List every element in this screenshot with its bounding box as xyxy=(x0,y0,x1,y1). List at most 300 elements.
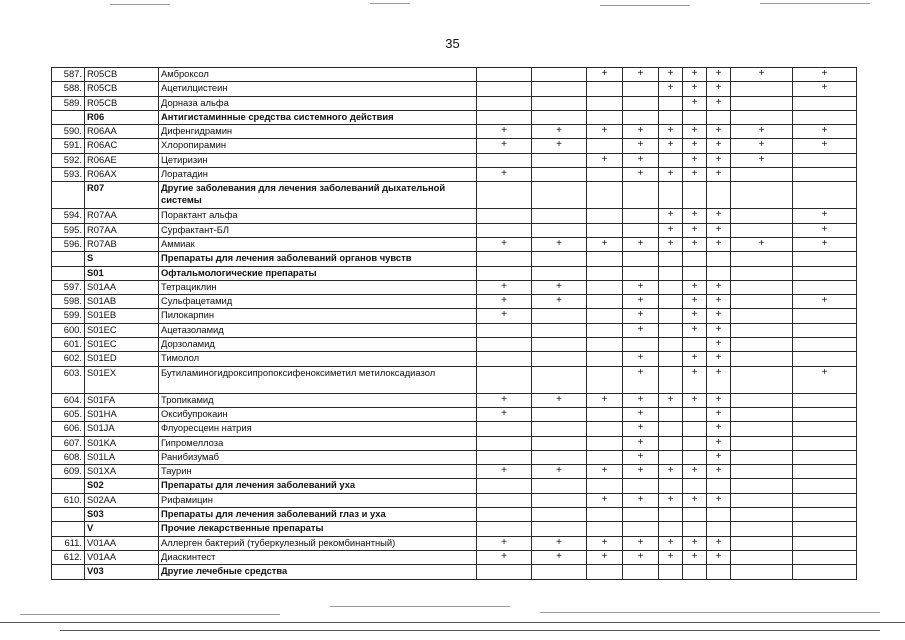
mark-cell xyxy=(587,295,623,309)
mark-cell xyxy=(683,436,707,450)
mark-cell: + xyxy=(659,223,683,237)
mark-cell xyxy=(731,479,793,493)
row-number-cell: 591. xyxy=(52,139,85,153)
mark-cell xyxy=(477,338,532,352)
drug-name-cell: Антигистаминные средства системного действия xyxy=(159,110,477,124)
drug-name-cell: Препараты для лечения заболеваний глаз и уха xyxy=(159,508,477,522)
mark-cell: + xyxy=(707,550,731,564)
mark-cell xyxy=(793,110,857,124)
mark-cell: + xyxy=(623,68,659,82)
mark-cell xyxy=(793,436,857,450)
mark-cell xyxy=(623,96,659,110)
mark-cell: + xyxy=(623,465,659,479)
row-number-cell: 612. xyxy=(52,550,85,564)
row-number-cell xyxy=(52,110,85,124)
table-body xyxy=(52,68,857,580)
mark-cell: + xyxy=(659,493,683,507)
atc-code-cell: R05CB xyxy=(85,96,159,110)
mark-cell xyxy=(683,252,707,266)
mark-cell: + xyxy=(477,407,532,421)
mark-cell xyxy=(659,295,683,309)
mark-cell: + xyxy=(532,139,587,153)
mark-cell: + xyxy=(683,82,707,96)
mark-cell: + xyxy=(707,280,731,294)
mark-cell xyxy=(477,508,532,522)
drug-name-cell: Таурин xyxy=(159,465,477,479)
row-number-cell: 607. xyxy=(52,436,85,450)
mark-cell: + xyxy=(683,309,707,323)
mark-cell xyxy=(532,450,587,464)
mark-cell: + xyxy=(707,450,731,464)
atc-code-cell: S02AA xyxy=(85,493,159,507)
mark-cell xyxy=(793,522,857,536)
row-number-cell: 610. xyxy=(52,493,85,507)
atc-code-cell: S01EC xyxy=(85,338,159,352)
table-row xyxy=(52,422,857,436)
mark-cell xyxy=(532,407,587,421)
mark-cell: + xyxy=(683,280,707,294)
mark-cell xyxy=(532,436,587,450)
row-number-cell: 598. xyxy=(52,295,85,309)
scan-artifact xyxy=(600,5,690,6)
mark-cell xyxy=(683,450,707,464)
mark-cell xyxy=(532,266,587,280)
mark-cell xyxy=(659,153,683,167)
atc-code-cell: S01XA xyxy=(85,465,159,479)
row-number-cell xyxy=(52,565,85,579)
mark-cell: + xyxy=(623,153,659,167)
mark-cell xyxy=(793,266,857,280)
mark-cell xyxy=(532,309,587,323)
mark-cell xyxy=(623,182,659,209)
mark-cell xyxy=(659,352,683,366)
mark-cell xyxy=(731,366,793,393)
atc-code-cell: S01JA xyxy=(85,422,159,436)
drug-name-cell: Аллерген бактерий (туберкулезный рекомбинантный) xyxy=(159,536,477,550)
mark-cell xyxy=(793,393,857,407)
group-row xyxy=(52,522,857,536)
table-row xyxy=(52,295,857,309)
drug-name-cell: Гипромеллоза xyxy=(159,436,477,450)
table-row xyxy=(52,323,857,337)
mark-cell xyxy=(659,479,683,493)
mark-cell: + xyxy=(683,209,707,223)
mark-cell: + xyxy=(477,168,532,182)
mark-cell: + xyxy=(587,393,623,407)
mark-cell xyxy=(477,209,532,223)
mark-cell xyxy=(731,252,793,266)
mark-cell xyxy=(731,508,793,522)
mark-cell xyxy=(731,82,793,96)
mark-cell: + xyxy=(623,366,659,393)
mark-cell xyxy=(793,493,857,507)
atc-code-cell: V03 xyxy=(85,565,159,579)
row-number-cell xyxy=(52,479,85,493)
mark-cell xyxy=(707,522,731,536)
table-row xyxy=(52,209,857,223)
mark-cell: + xyxy=(477,550,532,564)
mark-cell: + xyxy=(707,366,731,393)
mark-cell xyxy=(477,252,532,266)
scan-artifact xyxy=(60,630,880,631)
table-row xyxy=(52,223,857,237)
mark-cell: + xyxy=(793,209,857,223)
mark-cell: + xyxy=(532,280,587,294)
drug-name-cell: Бутиламиногидроксипропоксифеноксиметил метилоксадиазол xyxy=(159,366,477,393)
mark-cell: + xyxy=(587,536,623,550)
drug-name-cell: Дорзоламид xyxy=(159,338,477,352)
mark-cell: + xyxy=(793,82,857,96)
mark-cell xyxy=(477,96,532,110)
mark-cell: + xyxy=(623,407,659,421)
mark-cell xyxy=(793,422,857,436)
table-row xyxy=(52,125,857,139)
mark-cell xyxy=(731,338,793,352)
mark-cell: + xyxy=(707,168,731,182)
mark-cell: + xyxy=(587,550,623,564)
mark-cell xyxy=(731,422,793,436)
group-row xyxy=(52,508,857,522)
mark-cell xyxy=(477,422,532,436)
drug-name-cell: Сурфактант-БЛ xyxy=(159,223,477,237)
mark-cell xyxy=(683,407,707,421)
mark-cell: + xyxy=(683,550,707,564)
mark-cell xyxy=(587,280,623,294)
row-number-cell xyxy=(52,182,85,209)
table-row xyxy=(52,536,857,550)
mark-cell xyxy=(707,565,731,579)
drug-name-cell: Лоратадин xyxy=(159,168,477,182)
mark-cell xyxy=(587,223,623,237)
mark-cell xyxy=(793,450,857,464)
mark-cell: + xyxy=(707,536,731,550)
mark-cell: + xyxy=(683,366,707,393)
row-number-cell: 600. xyxy=(52,323,85,337)
mark-cell: + xyxy=(623,139,659,153)
mark-cell xyxy=(793,536,857,550)
mark-cell: + xyxy=(707,352,731,366)
mark-cell xyxy=(659,323,683,337)
atc-code-cell: V01AA xyxy=(85,536,159,550)
mark-cell: + xyxy=(659,68,683,82)
group-row xyxy=(52,565,857,579)
mark-cell: + xyxy=(659,465,683,479)
mark-cell xyxy=(477,153,532,167)
mark-cell xyxy=(731,168,793,182)
mark-cell: + xyxy=(477,125,532,139)
mark-cell xyxy=(623,252,659,266)
atc-code-cell: R06AC xyxy=(85,139,159,153)
row-number-cell: 606. xyxy=(52,422,85,436)
mark-cell xyxy=(659,280,683,294)
mark-cell xyxy=(731,536,793,550)
mark-cell: + xyxy=(623,436,659,450)
mark-cell: + xyxy=(793,295,857,309)
drug-name-cell: Хлоропирамин xyxy=(159,139,477,153)
table-row xyxy=(52,168,857,182)
mark-cell xyxy=(731,266,793,280)
mark-cell xyxy=(623,266,659,280)
mark-cell xyxy=(587,422,623,436)
drug-name-cell: Сульфацетамид xyxy=(159,295,477,309)
mark-cell xyxy=(707,252,731,266)
mark-cell: + xyxy=(683,295,707,309)
table-row xyxy=(52,139,857,153)
mark-cell xyxy=(532,110,587,124)
mark-cell: + xyxy=(623,309,659,323)
mark-cell xyxy=(731,280,793,294)
mark-cell xyxy=(587,479,623,493)
mark-cell: + xyxy=(793,68,857,82)
mark-cell xyxy=(793,465,857,479)
mark-cell xyxy=(793,407,857,421)
mark-cell xyxy=(532,96,587,110)
mark-cell: + xyxy=(623,550,659,564)
mark-cell: + xyxy=(707,209,731,223)
mark-cell xyxy=(623,479,659,493)
table-row xyxy=(52,96,857,110)
mark-cell: + xyxy=(731,68,793,82)
mark-cell: + xyxy=(532,237,587,251)
mark-cell xyxy=(532,479,587,493)
mark-cell xyxy=(683,338,707,352)
table-row xyxy=(52,493,857,507)
mark-cell xyxy=(659,266,683,280)
drug-name-cell: Аммиак xyxy=(159,237,477,251)
drug-name-cell: Рифамицин xyxy=(159,493,477,507)
scan-artifact xyxy=(760,3,870,4)
mark-cell: + xyxy=(707,436,731,450)
mark-cell xyxy=(793,323,857,337)
mark-cell: + xyxy=(659,393,683,407)
row-number-cell: 602. xyxy=(52,352,85,366)
mark-cell xyxy=(731,550,793,564)
mark-cell: + xyxy=(707,153,731,167)
mark-cell: + xyxy=(683,465,707,479)
mark-cell xyxy=(532,252,587,266)
row-number-cell xyxy=(52,266,85,280)
mark-cell xyxy=(659,407,683,421)
mark-cell xyxy=(683,479,707,493)
mark-cell xyxy=(731,450,793,464)
table-row xyxy=(52,436,857,450)
mark-cell xyxy=(707,182,731,209)
mark-cell xyxy=(587,168,623,182)
row-number-cell: 601. xyxy=(52,338,85,352)
mark-cell xyxy=(532,522,587,536)
mark-cell: + xyxy=(793,139,857,153)
mark-cell: + xyxy=(623,393,659,407)
mark-cell xyxy=(532,493,587,507)
mark-cell: + xyxy=(731,139,793,153)
mark-cell: + xyxy=(623,168,659,182)
mark-cell: + xyxy=(587,68,623,82)
mark-cell xyxy=(659,309,683,323)
mark-cell xyxy=(793,280,857,294)
mark-cell xyxy=(623,209,659,223)
row-number-cell: 599. xyxy=(52,309,85,323)
mark-cell xyxy=(623,522,659,536)
mark-cell: + xyxy=(477,280,532,294)
mark-cell xyxy=(532,182,587,209)
mark-cell xyxy=(683,110,707,124)
mark-cell: + xyxy=(793,366,857,393)
mark-cell xyxy=(659,366,683,393)
mark-cell xyxy=(731,393,793,407)
mark-cell xyxy=(731,522,793,536)
drug-name-cell: Флуоресцеин натрия xyxy=(159,422,477,436)
mark-cell xyxy=(532,508,587,522)
mark-cell xyxy=(587,252,623,266)
atc-code-cell: S01EB xyxy=(85,309,159,323)
mark-cell: + xyxy=(707,125,731,139)
mark-cell: + xyxy=(683,168,707,182)
drug-name-cell: Ранибизумаб xyxy=(159,450,477,464)
mark-cell xyxy=(707,508,731,522)
mark-cell xyxy=(659,182,683,209)
mark-cell xyxy=(477,522,532,536)
row-number-cell: 603. xyxy=(52,366,85,393)
atc-code-cell: R05CB xyxy=(85,68,159,82)
row-number-cell: 596. xyxy=(52,237,85,251)
table-row xyxy=(52,450,857,464)
mark-cell: + xyxy=(683,237,707,251)
atc-code-cell: S01HA xyxy=(85,407,159,421)
mark-cell: + xyxy=(707,96,731,110)
row-number-cell: 588. xyxy=(52,82,85,96)
atc-code-cell: S01EX xyxy=(85,366,159,393)
mark-cell: + xyxy=(683,125,707,139)
mark-cell xyxy=(477,493,532,507)
table-row xyxy=(52,393,857,407)
row-number-cell: 608. xyxy=(52,450,85,464)
drug-name-cell: Пилокарпин xyxy=(159,309,477,323)
mark-cell xyxy=(659,338,683,352)
table-row xyxy=(52,280,857,294)
table-row xyxy=(52,465,857,479)
row-number-cell xyxy=(52,522,85,536)
mark-cell xyxy=(623,110,659,124)
mark-cell: + xyxy=(532,536,587,550)
mark-cell xyxy=(532,366,587,393)
mark-cell xyxy=(587,565,623,579)
group-row xyxy=(52,110,857,124)
group-row xyxy=(52,252,857,266)
mark-cell: + xyxy=(587,237,623,251)
mark-cell: + xyxy=(793,223,857,237)
mark-cell xyxy=(793,550,857,564)
atc-code-cell: R06 xyxy=(85,110,159,124)
mark-cell: + xyxy=(623,450,659,464)
mark-cell xyxy=(793,168,857,182)
mark-cell xyxy=(659,508,683,522)
atc-code-cell: S03 xyxy=(85,508,159,522)
mark-cell xyxy=(731,295,793,309)
scan-artifact xyxy=(540,612,880,613)
mark-cell: + xyxy=(707,237,731,251)
mark-cell xyxy=(731,465,793,479)
mark-cell xyxy=(587,338,623,352)
mark-cell xyxy=(793,252,857,266)
mark-cell xyxy=(623,508,659,522)
atc-code-cell: R07AB xyxy=(85,237,159,251)
atc-code-cell: R07AA xyxy=(85,223,159,237)
mark-cell xyxy=(731,182,793,209)
mark-cell xyxy=(659,96,683,110)
mark-cell: + xyxy=(623,422,659,436)
mark-cell xyxy=(793,96,857,110)
mark-cell xyxy=(587,96,623,110)
atc-code-cell: S02 xyxy=(85,479,159,493)
mark-cell xyxy=(731,493,793,507)
mark-cell xyxy=(587,110,623,124)
mark-cell xyxy=(587,450,623,464)
mark-cell xyxy=(793,153,857,167)
table-row xyxy=(52,153,857,167)
mark-cell xyxy=(587,522,623,536)
mark-cell xyxy=(659,252,683,266)
mark-cell xyxy=(532,422,587,436)
table-row xyxy=(52,366,857,393)
mark-cell: + xyxy=(659,237,683,251)
mark-cell: + xyxy=(532,295,587,309)
row-number-cell: 592. xyxy=(52,153,85,167)
mark-cell xyxy=(793,565,857,579)
mark-cell: + xyxy=(683,352,707,366)
mark-cell: + xyxy=(587,153,623,167)
mark-cell: + xyxy=(793,237,857,251)
table-row xyxy=(52,82,857,96)
group-row xyxy=(52,266,857,280)
table-row xyxy=(52,550,857,564)
mark-cell: + xyxy=(532,550,587,564)
mark-cell xyxy=(477,565,532,579)
mark-cell xyxy=(793,352,857,366)
atc-code-cell: S01ED xyxy=(85,352,159,366)
mark-cell: + xyxy=(623,536,659,550)
mark-cell xyxy=(477,479,532,493)
drug-name-cell: Оксибупрокаин xyxy=(159,407,477,421)
row-number-cell: 593. xyxy=(52,168,85,182)
mark-cell xyxy=(532,352,587,366)
row-number-cell: 594. xyxy=(52,209,85,223)
drug-table xyxy=(51,67,857,580)
drug-name-cell: Ацетазоламид xyxy=(159,323,477,337)
mark-cell xyxy=(707,479,731,493)
mark-cell xyxy=(731,110,793,124)
mark-cell: + xyxy=(477,309,532,323)
mark-cell xyxy=(587,182,623,209)
atc-code-cell: R07AA xyxy=(85,209,159,223)
drug-name-cell: Цетиризин xyxy=(159,153,477,167)
mark-cell xyxy=(731,565,793,579)
mark-cell xyxy=(587,266,623,280)
mark-cell: + xyxy=(707,465,731,479)
mark-cell xyxy=(532,565,587,579)
table-row xyxy=(52,338,857,352)
mark-cell: + xyxy=(707,323,731,337)
mark-cell: + xyxy=(477,465,532,479)
drug-name-cell: Прочие лекарственные препараты xyxy=(159,522,477,536)
mark-cell xyxy=(587,209,623,223)
mark-cell: + xyxy=(623,280,659,294)
drug-name-cell: Тетрациклин xyxy=(159,280,477,294)
mark-cell xyxy=(707,266,731,280)
group-row xyxy=(52,479,857,493)
table-row xyxy=(52,237,857,251)
mark-cell xyxy=(731,407,793,421)
row-number-cell: 611. xyxy=(52,536,85,550)
